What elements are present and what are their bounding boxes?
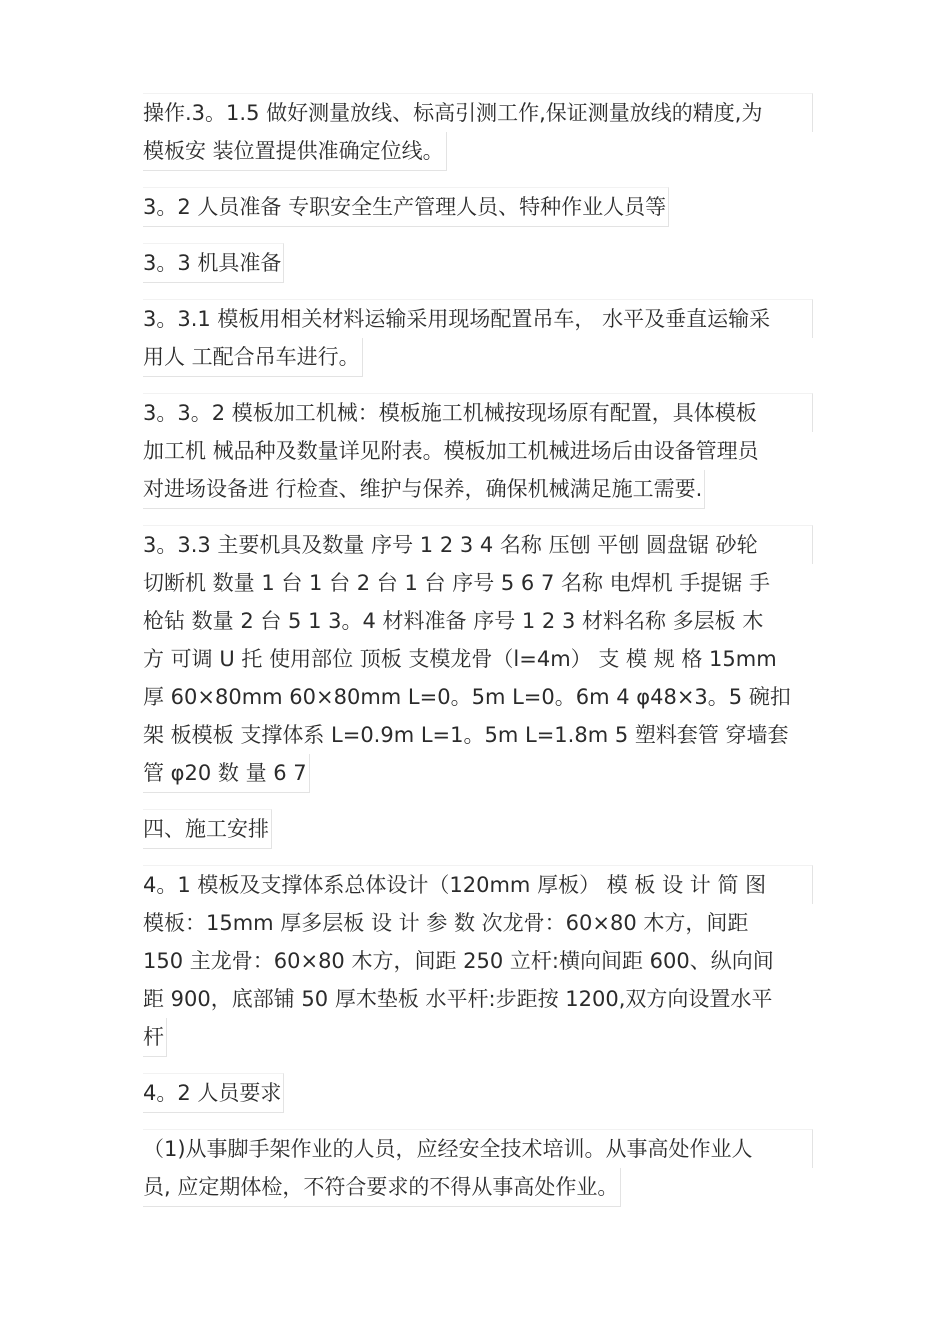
text-line: 用人 工配合吊车进行。 [143,338,363,377]
paragraph-3-1-5 [143,93,813,171]
paragraph-3-3-2 [143,393,813,509]
paragraph-4-1 [143,865,813,1057]
text-line: （1)从事脚手架作业的人员，应经安全技术培训。从事高处作业人 [143,1129,813,1168]
text-line: 枪钻 数量 2 台 5 1 3。4 材料准备 序号 1 2 3 材料名称 多层板 木 [143,609,764,633]
text-line: 距 900，底部铺 50 厚木垫板 水平杆:步距按 1200,双方向设置水平 [143,987,773,1011]
text-line: 四、施工安排 [143,809,272,849]
text-line: 员, 应定期体检，不符合要求的不得从事高处作业。 [143,1168,621,1207]
text-line: 3。3 机具准备 [143,243,284,283]
text-line: 3。3。2 模板加工机械：模板施工机械按现场原有配置，具体模板 [143,393,813,432]
text-line: 切断机 数量 1 台 1 台 2 台 1 台 序号 5 6 7 名称 电焊机 手提锯 手 [143,571,771,595]
text-line: 3。3.1 模板用相关材料运输采用现场配置吊车， 水平及垂直运输采 [143,299,813,338]
text-line: 模板：15mm 厚多层板 设 计 参 数 次龙骨：60×80 木方，间距 [143,911,749,935]
text-line: 4。1 模板及支撑体系总体设计（120mm 厚板） 模 板 设 计 简 图 [143,865,813,904]
paragraph-4-2 [143,1073,813,1113]
text-line: 管 φ20 数 量 6 7 [143,754,310,793]
text-line: 架 板模板 支撑体系 L=0.9m L=1。5m L=1.8m 5 塑料套管 穿墙套 [143,723,789,747]
text-line: 3。3.3 主要机具及数量 序号 1 2 3 4 名称 压刨 平刨 圆盘锯 砂轮 [143,525,813,564]
text-line: 150 主龙骨：60×80 木方，间距 250 立杆:横向间距 600、纵向间 [143,949,774,973]
text-line: 模板安 装位置提供准确定位线。 [143,132,447,171]
text-line: 厚 60×80mm 60×80mm L=0。5m L=0。6m 4 φ48×3。5 碗扣 [143,685,791,709]
paragraph-4-2-1 [143,1129,813,1207]
paragraph-3-3 [143,243,813,283]
paragraph-3-2 [143,187,813,227]
document-body [143,93,813,1223]
text-line: 对进场设备进 行检查、维护与保养，确保机械满足施工需要. [143,470,705,509]
text-line: 杆 [143,1018,167,1057]
text-line: 4。2 人员要求 [143,1073,284,1113]
paragraph-3-3-3 [143,525,813,793]
text-line: 方 可调 U 托 使用部位 顶板 支模龙骨（l=4m） 支 模 规 格 15mm [143,647,777,671]
text-line: 操作.3。1.5 做好测量放线、标高引测工作,保证测量放线的精度,为 [143,93,813,132]
text-line: 3。2 人员准备 专职安全生产管理人员、特种作业人员等 [143,187,669,227]
section-heading-4 [143,809,813,849]
paragraph-3-3-1 [143,299,813,377]
text-line: 加工机 械品种及数量详见附表。模板加工机械进场后由设备管理员 [143,439,759,463]
